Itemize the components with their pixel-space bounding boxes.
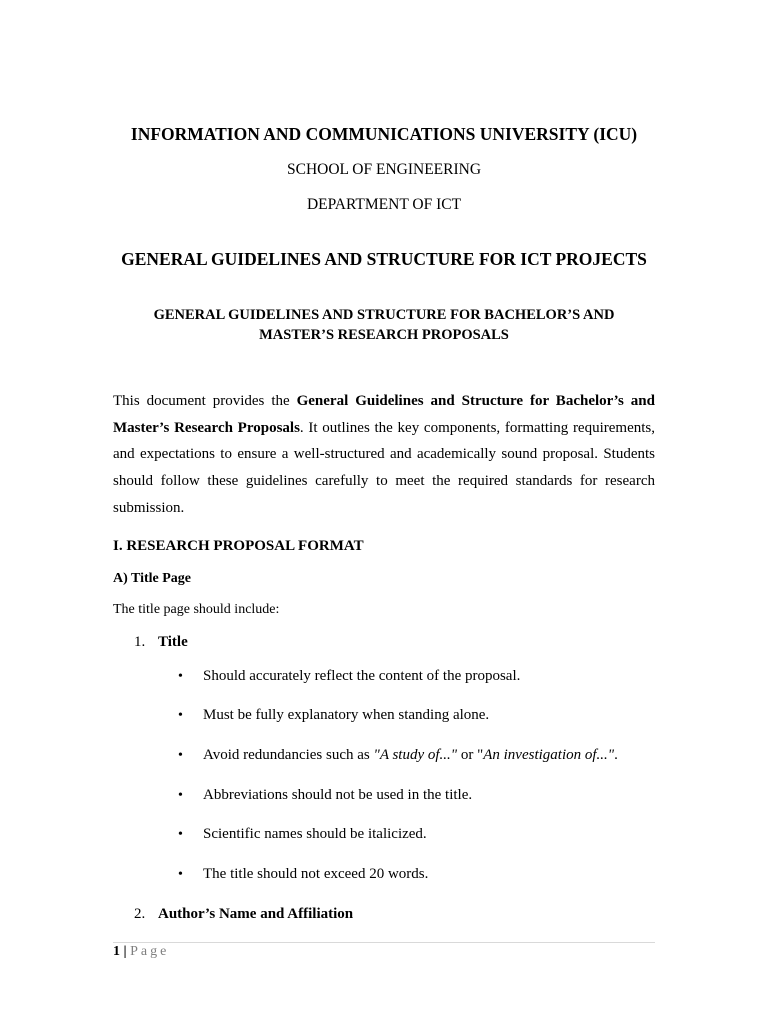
list-label: Author’s Name and Affiliation: [158, 906, 354, 922]
bullet-item: [178, 707, 489, 724]
bullet-end: .: [614, 747, 618, 763]
intro-bold: General Guidelines and Structure for Bachelor’s and Master’s Research Proposals: [113, 393, 655, 436]
list-item-title: [134, 634, 188, 651]
bullet-item: [178, 826, 427, 843]
page-word: Page: [130, 944, 170, 959]
intro-lead: This document provides the: [113, 393, 297, 409]
bullet-icon: •: [178, 827, 183, 842]
bullet-text: Scientific names should be italicized.: [203, 826, 427, 842]
bullet-prefix: Avoid redundancies such as: [203, 747, 374, 763]
list-number: 2.: [134, 906, 146, 922]
intro-paragraph: [113, 388, 655, 522]
list-item-author: [134, 906, 353, 923]
bullet-item: [178, 668, 520, 685]
department-name: DEPARTMENT OF ICT: [306, 196, 462, 213]
bullet-item: [178, 866, 428, 883]
bullet-quote-1: "A study of...": [373, 747, 458, 763]
bullet-quote-2: An investigation of...": [483, 747, 615, 763]
bullet-mid: or ": [457, 747, 484, 763]
bullet-text: Abbreviations should not be used in the title.: [203, 787, 473, 803]
list-label: Title: [158, 634, 188, 650]
subtitle-line-1: GENERAL GUIDELINES AND STRUCTURE FOR BACHELOR’S AND: [153, 307, 615, 323]
bullet-icon: •: [178, 748, 183, 763]
school-name: SCHOOL OF ENGINEERING: [286, 161, 482, 178]
list-number: 1.: [134, 634, 146, 650]
bullet-item: [178, 787, 472, 804]
section-heading: I. RESEARCH PROPOSAL FORMAT: [113, 538, 364, 554]
document-subtitle: [0, 305, 768, 345]
bullet-icon: •: [178, 669, 183, 684]
bullet-text: The title should not exceed 20 words.: [203, 866, 429, 882]
bullet-text: Should accurately reflect the content of the proposal.: [203, 668, 521, 684]
bullet-icon: •: [178, 867, 183, 882]
intro-rest: . It outlines the key components, formatting requirements, and expectations to ensure a well-structured and academically sound proposal. Students should follow these guidelines carefully to meet the required standards for research submission.: [113, 419, 655, 516]
document-title: GENERAL GUIDELINES AND STRUCTURE FOR ICT PROJECTS: [121, 249, 647, 269]
bullet-icon: •: [178, 788, 183, 803]
footer-divider: [113, 942, 655, 943]
page-separator: |: [120, 944, 131, 959]
subsection-heading: A) Title Page: [113, 571, 192, 586]
bullet-item: [178, 747, 618, 764]
bullet-icon: •: [178, 708, 183, 723]
bullet-text: Must be fully explanatory when standing alone.: [203, 707, 490, 723]
page-number: 1: [113, 944, 120, 959]
university-name: INFORMATION AND COMMUNICATIONS UNIVERSITY (ICU): [130, 124, 638, 144]
subtitle-line-2: MASTER’S RESEARCH PROPOSALS: [259, 327, 509, 343]
subsection-intro: The title page should include:: [113, 602, 280, 617]
page-footer: [113, 944, 169, 960]
